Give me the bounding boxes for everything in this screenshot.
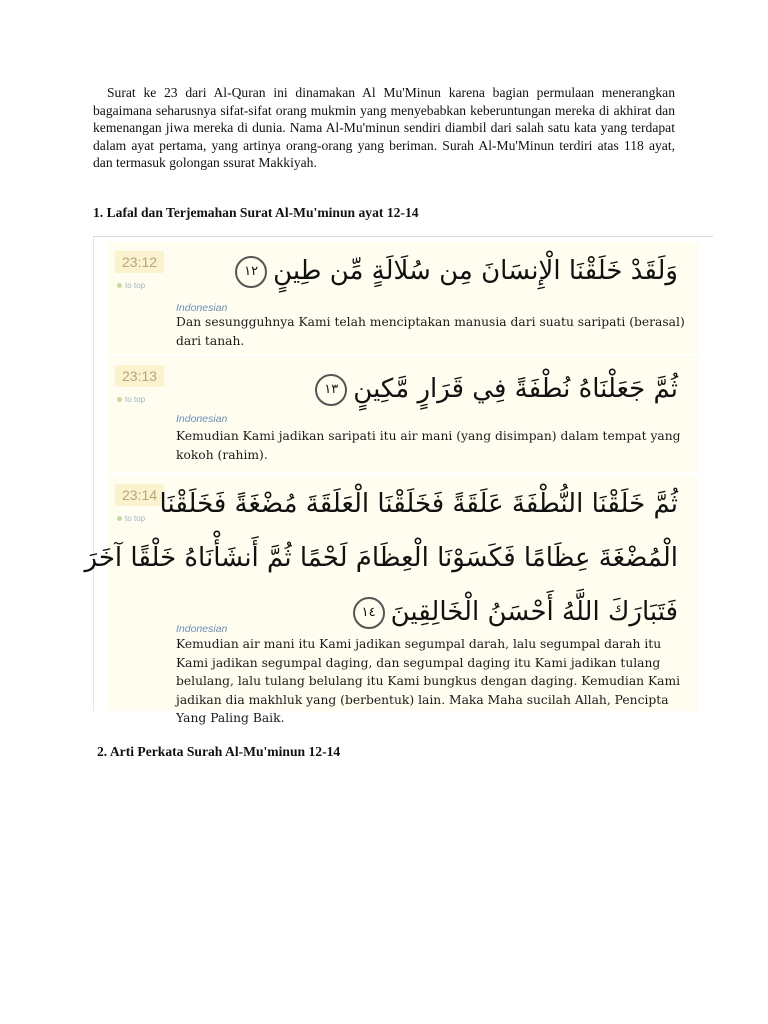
translation-language-label: Indonesian [176, 623, 228, 635]
verse-block [84, 475, 698, 725]
verse-reference: 23:13 [115, 365, 164, 387]
verse-number-marker: ١٢ [235, 256, 267, 288]
arabic-verse-text: ثُمَّ جَعَلْنَاهُ نُطْفَةً فِي قَرَارٍ مَّكِينٍ١٣ [309, 364, 678, 414]
verse-reference: 23:12 [115, 251, 164, 273]
translation-language-label: Indonesian [176, 413, 228, 425]
quran-verses-screenshot [84, 236, 713, 725]
verse-number-marker: ١٤ [353, 597, 385, 629]
to-top-link[interactable]: to top [117, 514, 145, 523]
up-arrow-icon [117, 283, 122, 288]
verse-translation: Kemudian air mani itu Kami jadikan segumpal darah, lalu segumpal darah itu Kami jadikan segumpal daging, dan segumpal daging itu Kami jadikan tulang belulang, lalu tulang belulang itu Kami bungkus dengan daging. Kemudian Kami jadikan dia makhluk yang (berbentuk) lain. Maka Maha sucilah Allah, Pencipta Yang Paling Baik. [176, 637, 681, 725]
verse-number-marker: ١٣ [315, 374, 347, 406]
arabic-verse-text: ثُمَّ خَلَقْنَا النُّطْفَةَ عَلَقَةً فَخَلَقْنَا الْعَلَقَةَ مُضْغَةً فَخَلَقْنَا الْمُضْغَةَ عِظَامًا فَكَسَوْنَا الْعِظَامَ لَحْمًا ثُمَّ أَنشَأْنَاهُ خَلْقًا آخَرَ فَتَبَارَكَ اللَّهُ أَحْسَنُ الْخَالِقِينَ١٤ [84, 489, 678, 627]
section-heading-arti-perkata: 2. Arti Perkata Surah Al-Mu'minun 12-14 [97, 744, 341, 759]
intro-paragraph: Surat ke 23 dari Al-Quran ini dinamakan Al Mu'Minun karena bagian permulaan menerangkan bagaimana seharusnya sifat-sifat orang mukmin yang menyebabkan keberuntungan mereka di akhirat dan kemenangan jiwa mereka di dunia. Nama Al-Mu'minun sendiri diambil dari salah satu kata yang terdapat dalam ayat pertama, yang artinya orang-orang yang beriman. Surah Al-Mu'Minun terdiri atas 118 ayat, dan termasuk golongan ssurat Makkiyah. [93, 85, 675, 171]
verse-translation: Kemudian Kami jadikan saripati itu air mani (yang disimpan) dalam tempat yang kokoh (rahim). [176, 429, 681, 462]
verse-block [108, 242, 698, 354]
section-heading-lafal: 1. Lafal dan Terjemahan Surat Al-Mu'minun ayat 12-14 [93, 205, 419, 220]
verse-block [108, 356, 698, 472]
translation-language-label: Indonesian [176, 302, 228, 314]
to-top-link[interactable]: to top [117, 281, 145, 290]
verse-translation: Dan sesungguhnya Kami telah menciptakan manusia dari suatu saripati (berasal) dari tanah. [176, 315, 685, 348]
to-top-link[interactable]: to top [117, 395, 145, 404]
verse-reference: 23:14 [115, 484, 164, 506]
arabic-verse-text: وَلَقَدْ خَلَقْنَا الْإِنسَانَ مِن سُلَالَةٍ مِّن طِينٍ١٢ [229, 246, 678, 296]
up-arrow-icon [117, 397, 122, 402]
